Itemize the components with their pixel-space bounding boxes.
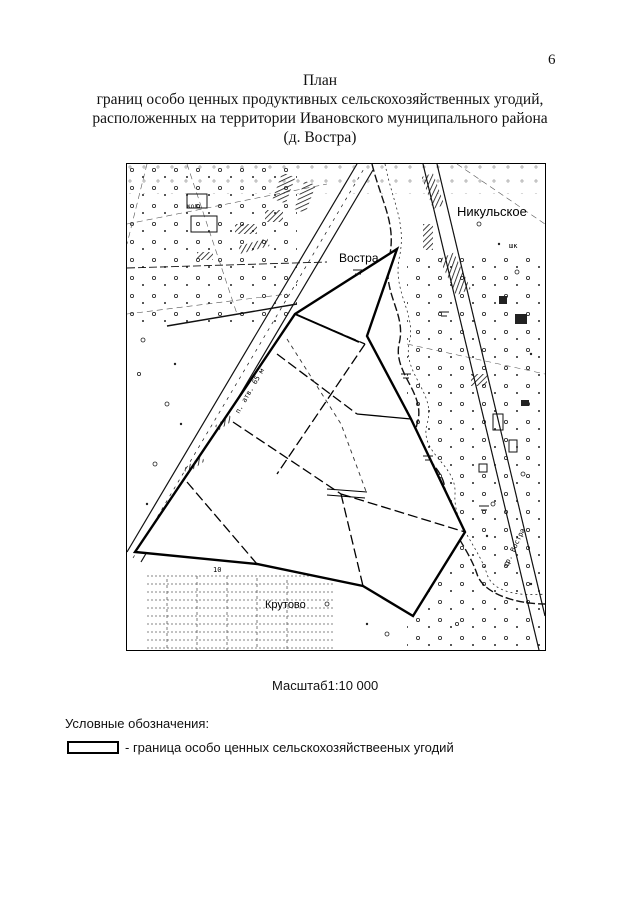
label-vostra: Востра (339, 251, 379, 265)
title-line-2: границ особо ценных продуктивных сельскохозяйственных угодий, (96, 91, 544, 108)
map-scale: Масштаб1:10 000 (272, 678, 379, 693)
label-kol: кол. (187, 203, 202, 210)
document-title (60, 71, 580, 147)
label-krutovo: Крутово (265, 599, 306, 611)
label-pasture: 10 (213, 566, 222, 574)
label-road: п. атв. 65 м (233, 367, 267, 415)
legend-swatch (67, 741, 119, 754)
title-line-4: (д. Вострa) (283, 129, 357, 146)
legend-heading: Условные обозначения: (65, 716, 210, 731)
label-nikulskoe: Никульское (457, 204, 527, 219)
legend-item (67, 740, 454, 755)
title-line-3: расположенных на территории Ивановского муниципального района (92, 110, 548, 127)
legend-item-text: - граница особо ценных сельскохозяйствееных угодий (125, 740, 454, 755)
title-line-1: План (302, 72, 338, 89)
page-number: 6 (548, 52, 556, 68)
krutovo-strips (145, 574, 335, 650)
label-school: шк (509, 242, 518, 250)
label-river: р. Вострa (503, 527, 527, 565)
map-frame (126, 163, 546, 651)
map-canvas (127, 164, 545, 650)
